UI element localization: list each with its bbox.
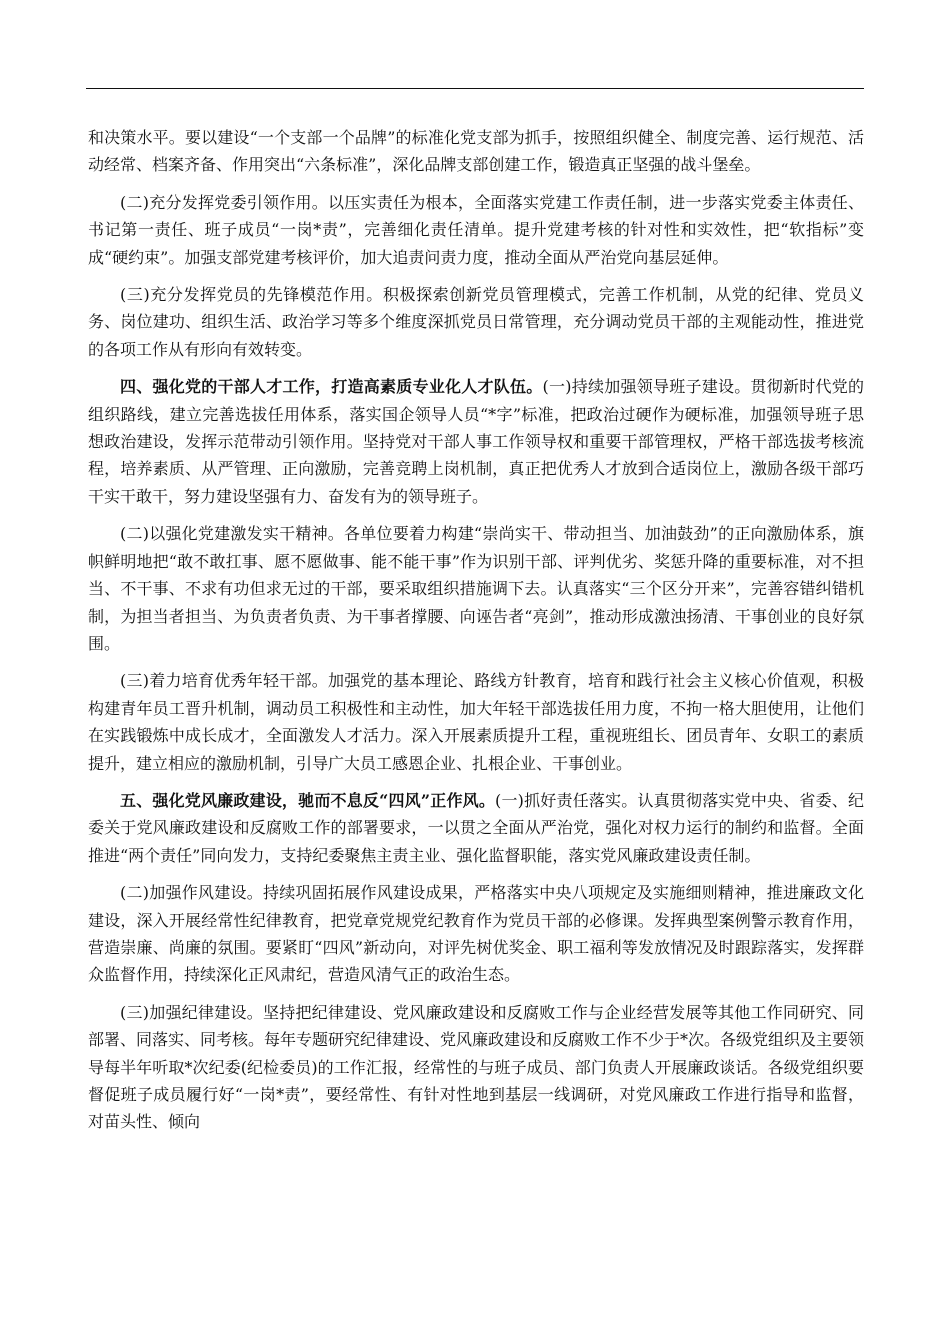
paragraph-section-four (88, 373, 864, 510)
paragraph-text: (三)着力培育优秀年轻干部。加强党的基本理论、路线方针教育，培育和践行社会主义核心价值观，积极构建青年员工晋升机制，调动员工积极性和主动性，加大年轻干部选拔任用力度，不拘一格大胆使用，让他们在实践锻炼中成长成才，全面激发人才活力。深入开展素质提升工程，重视班组长、团员青年、女职工的素质提升，建立相应的激励机制，引导广大员工感恩企业、扎根企业、干事创业。 (88, 671, 864, 773)
paragraph-young-cadres (88, 667, 864, 777)
paragraph-text: 和决策水平。要以建设“一个支部一个品牌”的标准化党支部为抓手，按照组织健全、制度完善、运行规范、活动经常、档案齐备、作用突出“六条标准”，深化品牌支部创建工作，锻造真正坚强的战斗堡垒。 (88, 128, 864, 175)
paragraph-continued (88, 124, 864, 179)
paragraph-party-committee-leadership (88, 189, 864, 271)
paragraph-text: (三)加强纪律建设。坚持把纪律建设、党风廉政建设和反腐败工作与企业经营发展等其他工作同研究、同部署、同落实、同考核。每年专题研究纪律建设、党风廉政建设和反腐败工作不少于*次。各级党组织及主要领导每半年听取*次纪委(纪检委员)的工作汇报，经常性的与班子成员、部门负责人开展廉政谈话。各级党组织要督促班子成员履行好“一岗*责”，要经常性、有针对性地到基层一线调研，对党风廉政工作进行指导和监督，对苗头性、倾向 (88, 1002, 865, 1132)
paragraph-text: (一)持续加强领导班子建设。贯彻新时代党的组织路线，建立完善选拔任用体系，落实国企领导人员“*字”标准，把政治过硬作为硬标准，加强领导班子思想政治建设，发挥示范带动引领作用。坚持党对干部人事工作领导权和重要干部管理权，严格干部选拔考核流程，培养素质、从严管理、正向激励，完善竞聘上岗机制，真正把优秀人才放到合适岗位上，激励各级干部巧干实干敢干，努力建设坚强有力、奋发有为的领导班子。 (88, 377, 864, 506)
paragraph-text: (二)加强作风建设。持续巩固拓展作风建设成果，严格落实中央八项规定及实施细则精神，推进廉政文化建设，深入开展经常性纪律教育，把党章党规党纪教育作为党员干部的必修课。发挥典型案例警示教育作用，营造崇廉、尚廉的氛围。要紧盯“四风”新动向，对评先树优奖金、职工福利等发放情况及时跟踪落实，发挥群众监督作用，持续深化正风肃纪，营造风清气正的政治生态。 (88, 883, 864, 985)
section-heading-five: 五、强化党风廉政建设，驰而不息反“四风”正作风。 (120, 790, 496, 810)
section-heading-four: 四、强化党的干部人才工作，打造高素质专业化人才队伍。 (120, 377, 543, 397)
paragraph-text: (二)以强化党建激发实干精神。各单位要着力构建“崇尚实干、带动担当、加油鼓劲”的正向激励体系，旗帜鲜明地把“敢不敢扛事、愿不愿做事、能不能干事”作为识别干部、评判优劣、奖惩升降的重要标准，对不担当、不干事、不求有功但求无过的干部，要采取组织措施调下去。认真落实“三个区分开来”，完善容错纠错机制，为担当者担当、为负责者负责、为干事者撑腰、向诬告者“亮剑”，推动形成激浊扬清、干事创业的良好氛围。 (88, 524, 864, 653)
paragraph-work-style (88, 879, 864, 989)
paragraph-text: (三)充分发挥党员的先锋模范作用。积极探索创新党员管理模式，完善工作机制，从党的纪律、党员义务、岗位建功、组织生活、政治学习等多个维度深抓党员日常管理，充分调动党员干部的主观能动性，推进党的各项工作从有形向有效转变。 (88, 285, 864, 359)
paragraph-practical-spirit (88, 520, 864, 657)
paragraph-text: (一)抓好责任落实。认真贯彻落实党中央、省委、纪委关于党风廉政建设和反腐败工作的部署要求，一以贯之全面从严治党，强化对权力运行的制约和监督。全面推进“两个责任”同向发力，支持纪委聚焦主责主业、强化监督职能，落实党风廉政建设责任制。 (88, 790, 864, 865)
paragraph-text: (二)充分发挥党委引领作用。以压实责任为根本，全面落实党建工作责任制，进一步落实党委主体责任、书记第一责任、班子成员“一岗*责”，完善细化责任清单。提升党建考核的针对性和实效性，把“软指标”变成“硬约束”。加强支部党建考核评价，加大追责问责力度，推动全面从严治党向基层延伸。 (88, 192, 864, 267)
header-rule (86, 88, 864, 89)
paragraph-party-member-vanguard (88, 281, 864, 363)
document-body (88, 124, 864, 1146)
paragraph-section-five (88, 787, 864, 869)
paragraph-discipline (88, 999, 864, 1136)
